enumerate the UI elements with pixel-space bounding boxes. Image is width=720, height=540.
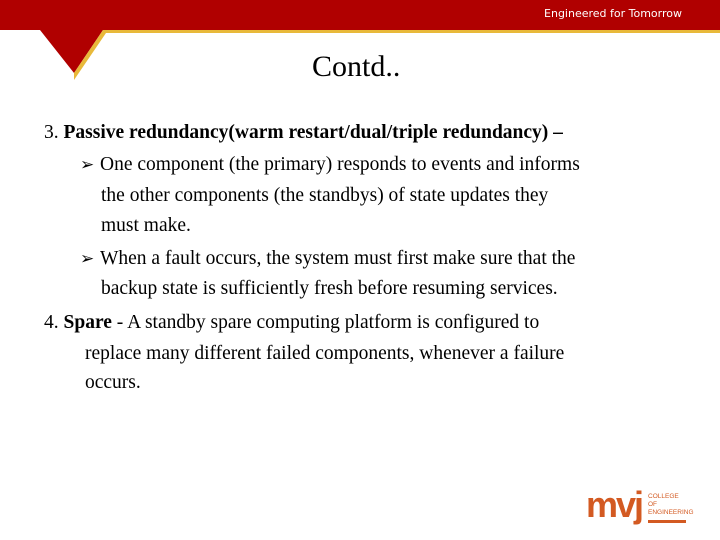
list-item-3-heading: Passive redundancy(warm restart/dual/triple redundancy) – <box>63 122 563 143</box>
bullet-text: backup state is sufficiently fresh before resuming services. <box>101 278 558 299</box>
list-item-4-heading-line <box>44 312 539 334</box>
bullet-line <box>101 185 548 207</box>
logo-caption-line: ENGINEERING <box>648 509 694 516</box>
bullet-line <box>80 154 580 176</box>
list-item-4-number: 4. <box>44 312 59 333</box>
bullet-text: the other components (the standbys) of state updates they <box>101 185 549 206</box>
bullet-line <box>80 248 575 270</box>
bullet-text: One component (the primary) responds to events and informs <box>100 154 580 175</box>
list-item-4-text: replace many different failed components, whenever a failure <box>85 343 565 364</box>
slide-title: Contd.. <box>312 50 401 83</box>
arrow-bullet-icon: ➢ <box>80 155 95 175</box>
bullet-line <box>101 278 558 300</box>
bullet-text: When a fault occurs, the system must first make sure that the <box>100 248 576 269</box>
list-item-3-number: 3. <box>44 122 59 143</box>
logo-caption <box>648 493 694 517</box>
list-item-4-line <box>85 372 141 394</box>
header-tagline: Engineered for Tomorrow <box>544 7 682 20</box>
list-item-3-heading-line <box>44 122 563 144</box>
arrow-bullet-icon: ➢ <box>80 249 95 269</box>
list-item-4-line <box>85 343 564 365</box>
college-logo <box>586 484 694 530</box>
logo-caption-line: COLLEGE OF <box>648 493 679 508</box>
logo-rule <box>648 520 686 523</box>
list-item-4-heading: Spare <box>63 312 112 333</box>
bullet-text: must make. <box>101 215 191 236</box>
bullet-line <box>101 215 191 237</box>
logo-mark: mvj <box>586 484 643 525</box>
list-item-4-text: occurs. <box>85 372 141 393</box>
list-item-4-text: - A standby spare computing platform is configured to <box>116 312 540 333</box>
